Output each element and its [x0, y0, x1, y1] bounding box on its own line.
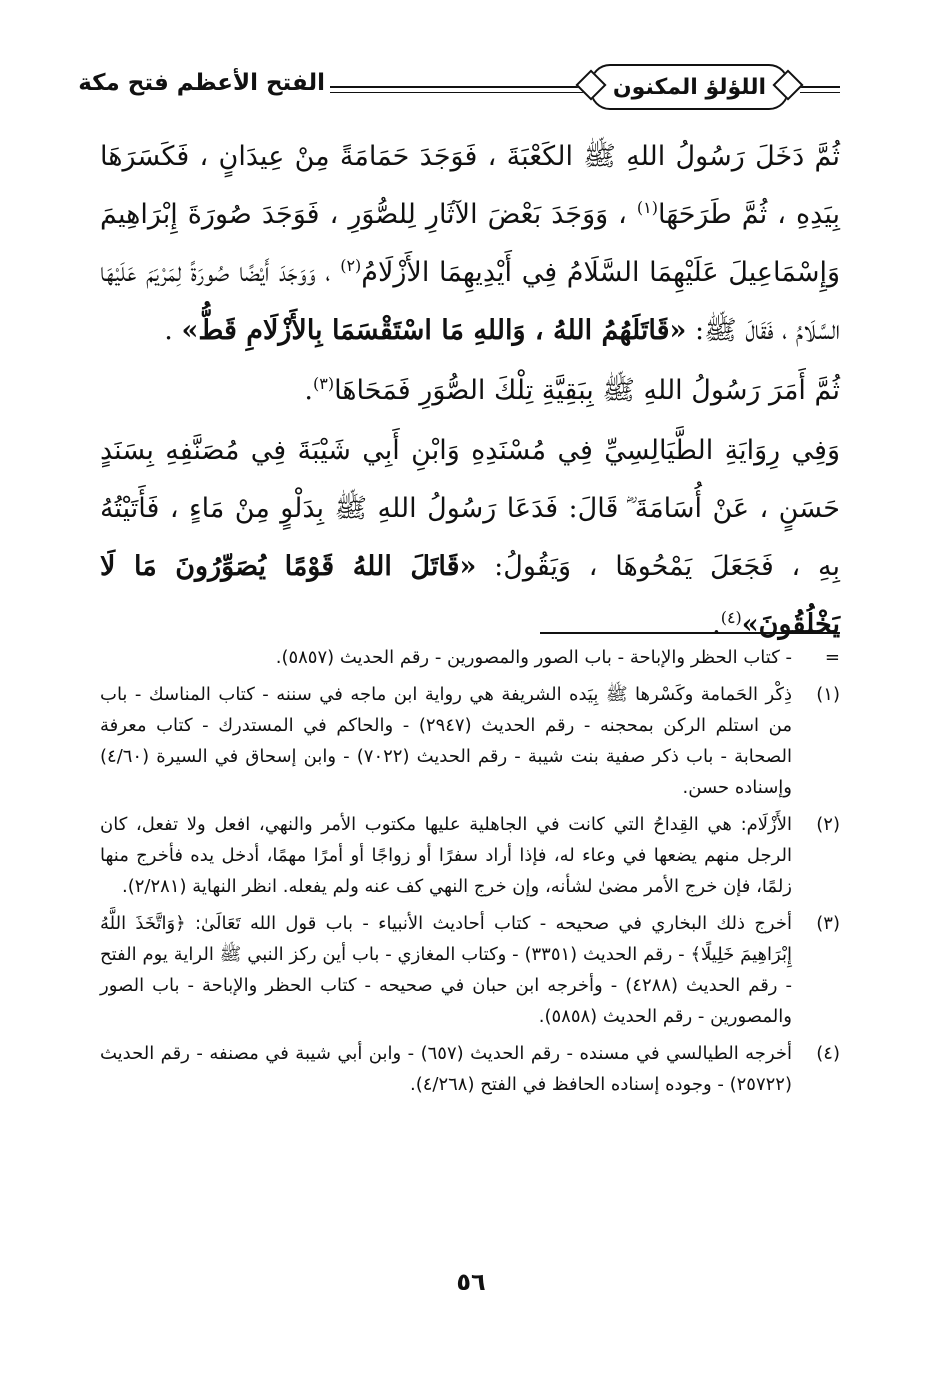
footnote-text: أخرج ذلك البخاري في صحيحه - كتاب أحاديث الأنبياء - باب قول الله تَعَالَىٰ: ﴿وَاتَّخَذَ اللَّهُ إِبْرَاهِيمَ خَلِيلًا﴾ - رقم الحديث (٣٣٥١) - وكتاب المغازي - باب أين ركز النبي ﷺ الراية يوم الفتح - رقم الحديث (٤٢٨٨) - وأخرجه ابن حبان في صحيحه - كتاب الحظر والإباحة - باب الصور والمصورين - رقم الحديث (٥٨٥٨).	[100, 913, 792, 1027]
text-run: .	[164, 315, 182, 346]
footnote-number: =	[824, 647, 840, 668]
footnotes	[100, 642, 840, 1106]
footnote-number: (١)	[816, 684, 840, 705]
footnote-ref: (٤)	[720, 608, 742, 627]
running-header	[78, 58, 840, 118]
book-title: الفتح الأعظم فتح مكة	[78, 70, 325, 96]
footnote-text: - كتاب الحظر والإباحة - باب الصور والمصورين - رقم الحديث (٥٨٥٧).	[275, 647, 792, 668]
text-run: .	[304, 375, 313, 406]
footnote-ref: (١)	[636, 198, 659, 217]
footnote-item	[100, 809, 840, 902]
footnote-separator	[540, 632, 840, 634]
footnote-item	[100, 1038, 840, 1100]
footnote-number: (٢)	[816, 814, 840, 835]
text-run: ثُمَّ أَمَرَ رَسُولُ اللهِ ﷺ بِبَقِيَّةِ تِلْكَ الصُّوَرِ فَمَحَاهَا	[334, 375, 840, 406]
footnote-number: (٣)	[816, 913, 840, 934]
footnote-ref: (٣)	[312, 374, 335, 393]
paragraph-1	[100, 128, 840, 360]
text-run: ، وَوَجَدَ أَيْضًا صُورَةً لِمَرْيَمَ عَلَيْهَا السَّلَامُ ، فَقَالَ ﷺ:	[100, 257, 840, 346]
header-rule	[800, 92, 840, 93]
footnote-item	[100, 642, 840, 673]
footnote-text: الأَزْلَام: هي القِداحُ التي كانت في الجاهلية عليها مكتوب الأمر والنهي، افعل ولا تفعل، كان الرجل منهم يضعها في وعاء له، فإذا أراد سفرًا أو زواجًا أو أمرًا مهمًا، أدخل يده فأخرج منها زلمًا، فإن خرج الأمر مضىٰ لشأنه، وإن خرج النهي كف عنه ولم يفعله. انظر النهاية (٢/٢٨١).	[100, 814, 792, 897]
paragraph-2	[100, 362, 840, 420]
hadith-quote: «قَاتَلَ اللهُ قَوْمًا يُصَوِّرُونَ مَا لَا يَخْلُقُونَ»	[100, 551, 840, 640]
series-badge	[590, 64, 789, 110]
footnote-text: ذِكْر الحَمامة وكَسْرها ﷺ بِيَده الشريفة هي رواية ابن ماجه في سننه - كتاب المناسك - باب من استلم الركن بمحجنه - رقم الحديث (٢٩٤٧) - والحاكم في المستدرك - كتاب معرفة الصحابة - باب ذكر صفية بنت شيبة - رقم الحديث (٧٠٢٢) - وابن إسحاق في السيرة (٤/٦٠) وإسناده حسن.	[100, 684, 793, 798]
footnote-ref: (٢)	[340, 256, 362, 275]
header-rule	[800, 86, 840, 88]
text-run: وَفِي رِوَايَةِ الطَّيَالِسِيِّ فِي مُسْنَدِهِ وَابْنِ أَبِي شَيْبَةَ فِي مُصَنَّفِهِ بِسَنَدٍ حَسَنٍ ، عَنْ أُسَامَةَ ؓ قَالَ: فَدَعَا رَسُولُ اللهِ ﷺ بِدَلْوٍ مِنْ مَاءٍ ، فَأَتَيْتُهُ بِهِ ، فَجَعَلَ يَمْحُوهَا ، وَيَقُولُ:	[100, 435, 841, 582]
page-number: ٥٦	[456, 1268, 486, 1296]
text-run: .	[712, 609, 721, 640]
text-run: ، وَوَجَدَ بَعْضَ الآثَارِ لِلصُّوَرِ ، فَوَجَدَ صُورَةَ إِبْرَاهِيمَ وَإِسْمَاعِيلَ عَلَيْهِمَا السَّلَامُ فِي أَيْدِيهِمَا الأَزْلَامُ	[100, 199, 840, 288]
main-text	[100, 128, 840, 654]
paragraph-3	[100, 422, 840, 654]
footnote-text: أخرجه الطيالسي في مسنده - رقم الحديث (٦٥٧) - وابن أبي شيبة في مصنفه - رقم الحديث (٢٥٧٢٢) - وجوده إسناده الحافظ في الفتح (٤/٢٦٨).	[100, 1043, 792, 1095]
footnote-item	[100, 908, 840, 1032]
footnote-number: (٤)	[816, 1043, 840, 1064]
footnote-item	[100, 679, 840, 803]
text-run: ثُمَّ دَخَلَ رَسُولُ اللهِ ﷺ الكَعْبَةَ ، فَوَجَدَ حَمَامَةً مِنْ عِيدَانٍ ، فَكَسَرَهَا بِيَدِهِ ، ثُمَّ طَرَحَهَا	[100, 141, 840, 230]
series-title: اللؤلؤ المكنون	[612, 74, 767, 100]
hadith-quote: «قَاتَلَهُمُ اللهُ ، وَاللهِ مَا اسْتَقْسَمَا بِالأَزْلَامِ قَطُّ»	[181, 315, 687, 346]
